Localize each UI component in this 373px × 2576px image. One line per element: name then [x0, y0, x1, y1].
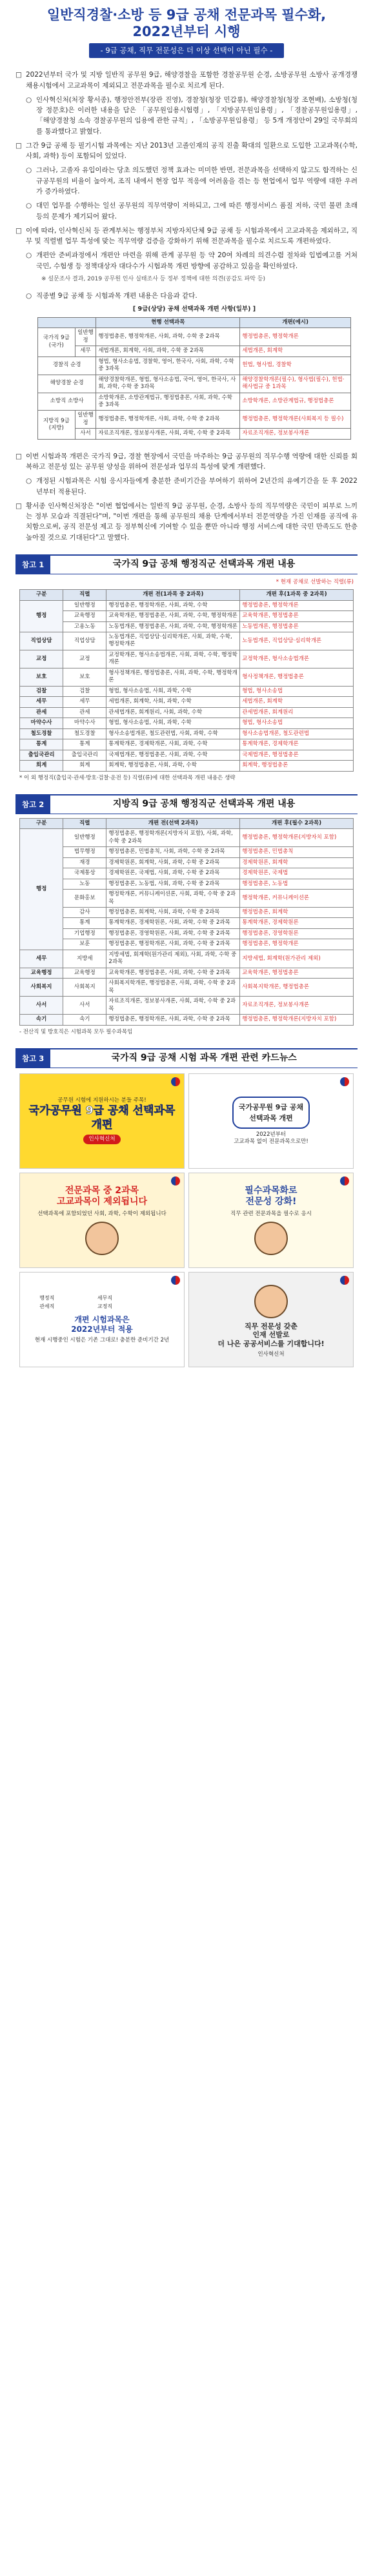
card-2-text: 국가공무원 9급 공채 선택과목 개편: [238, 1102, 304, 1122]
cell-series: 세무: [63, 697, 106, 707]
cell-group: 관세: [20, 707, 63, 717]
summary-cell-group: 해양경찰 순경: [38, 375, 96, 393]
cell-series: 법무행정: [63, 847, 106, 857]
summary-table-row: [38, 328, 351, 346]
summary-table-row: [38, 393, 351, 411]
intro-paragraph-2a: ○ 그러나, 고졸자 유입이라는 당초 의도했던 정책 효과는 미미한 반면, 전문과목을 선택하지 않고도 합격하는 신규공무원의 비율이 높아져, 조직 내에서 현장 업무 적응에 어려움을 겪는 등 현업에서 업무 역량에 대한 우려가 증가하였다.: [26, 166, 358, 195]
cell-before: 관세법개론, 회계원리, 사회, 과학, 수학: [106, 707, 240, 717]
cell-before: 행정법총론, 경영학원론, 사회, 과학, 수학 중 2과목: [106, 928, 240, 939]
survey-note: ※ 설문조사 결과, 2019 공무원 인사 실태조사 등 정부 정책에 대한 의견(공감도 파악 등): [41, 275, 266, 282]
card-2-small: 2022년부터 고교과목 없이 전문과목으로만!: [234, 1131, 308, 1145]
table-row: [20, 686, 354, 696]
circle-bullet-icon: ○: [26, 251, 32, 260]
square-bullet-icon: □: [15, 71, 22, 79]
reason-paragraph-2: □ 황서종 인사혁신처장은 "이번 협업에서는 일반직 9급 공무원, 순경, 소방사 등의 직무역량은 국민이 피부로 느끼는 정부 모습과 직결된다"며, "이번 개편을 통해 공무원의 채용 단계에서부터 전문역량을 가진 인재를 공직에 유치함으로써, 공직 전문성 제고 등 정부혁신에 기여할 수 있을 뿐만 아니라 행정 서비스에 대한 국민 만족도도 한층 높아질 것으로 기대된다"고 말했다.: [15, 502, 358, 542]
col-before: 개편 전(선택 2과목): [106, 818, 240, 828]
cell-after: 행정법총론, 회계학: [240, 907, 354, 917]
table-row: [20, 890, 354, 908]
table-row: [20, 697, 354, 707]
reference-1-tag: 참고 1: [15, 556, 50, 574]
summary-cell-group: 지방직 9급 (지방): [38, 411, 76, 439]
summary-cell-current: 해양경찰학개론, 형법, 형사소송법, 국어, 영어, 한국사, 사회, 과학, 수학 중 3과목: [96, 375, 240, 393]
circle-bullet-icon: ○: [26, 166, 32, 175]
intro-paragraph-2: □ 그간 9급 공채 등 필기시험 과목에는 지난 2013년 고졸인재의 공직 진출 확대의 일환으로 도입한 고교과목(수학, 사회, 과학) 등이 포함되어 있었다.: [15, 141, 358, 161]
table-row: [20, 632, 354, 650]
reference-1-footnote: * 이 외 행정직(출입국·관세·방호·검찰·운전 등) 직렬(류)에 대한 선택과목 개편 내용은 생략: [19, 774, 236, 781]
summary-cell-series: 세무: [75, 346, 96, 356]
summary-table-body: [38, 328, 351, 440]
cell-group: 사회복지: [20, 979, 63, 997]
cell-after: 회계학, 행정법총론: [240, 761, 354, 771]
square-bullet-icon: □: [15, 226, 22, 235]
cell-series: 통계: [63, 918, 106, 928]
col-series: 직렬: [63, 590, 106, 600]
table-row: [20, 968, 354, 978]
intro-paragraph-1a: ○ 인사혁신처(처장 황서종), 행정안전부(장관 진영), 경찰청(청장 민갑룡), 해양경찰청(청장 조현배), 소방청(청장 정문호)은 이러한 내용을 담은 「공무원임용시험령」, 「지방공무원임용령」, 「경찰공무원임용령」, 「해양경찰청 소속 경찰공무원의 임용에 관한 규칙」, 「소방공무원임용령」 등 5개 개정안이 29일 국무회의를 통과했다고 밝혔다.: [26, 95, 358, 135]
summary-header-new: 개편(예시): [240, 317, 351, 327]
cell-before: 사회복지학개론, 행정법총론, 사회, 과학, 수학 중 2과목: [106, 979, 240, 997]
table-row: [20, 611, 354, 621]
cell-before: 노동법개론, 행정법총론, 사회, 과학, 수학, 행정학개론: [106, 621, 240, 632]
cell-series: 사서: [63, 997, 106, 1015]
cell-after: 행정법총론, 민법총칙: [240, 847, 354, 857]
cell-series: 출입국관리: [63, 750, 106, 760]
cell-series: 속기: [63, 1015, 106, 1025]
reference-2-header: [15, 794, 358, 814]
cell-after: 교육학개론, 행정법총론: [240, 968, 354, 978]
card-1-pill: 인사혁신처: [83, 1135, 120, 1144]
cell-before: 행정학개론, 커뮤니케이션론, 사회, 과학, 수학 중 2과목: [106, 890, 240, 908]
cell-series: 보훈: [63, 939, 106, 950]
card-news-1: [19, 1073, 185, 1169]
cell-series: 감사: [63, 907, 106, 917]
table-row: [20, 650, 354, 668]
cell-before: 경제학원론, 회계학, 사회, 과학, 수학 중 2과목: [106, 857, 240, 868]
page-title-line2: 2022년부터 시행: [132, 24, 241, 40]
summary-cell-new: 행정법총론, 행정학개론: [240, 328, 351, 346]
cell-group: 회계: [20, 761, 63, 771]
summary-cell-new: 세법개론, 회계학: [240, 346, 351, 356]
government-logo-icon: [340, 1176, 349, 1186]
reference-1-header: [15, 554, 358, 574]
cell-before: 국제법개론, 행정법총론, 사회, 과학, 수학: [106, 750, 240, 760]
cell-after: 사회복지학개론, 행정법총론: [240, 979, 354, 997]
col-after: 개편 후(1과목 중 2과목): [240, 590, 354, 600]
reference-2-tag: 참고 2: [15, 795, 50, 814]
summary-cell-series: 일반행정: [75, 328, 96, 346]
cell-before: 행정법총론, 행정학개론(지방자치 포함), 사회, 과학, 수학 중 2과목: [106, 829, 240, 847]
table-row: [20, 879, 354, 889]
table-row: [20, 847, 354, 857]
cell-series: 고용노동: [63, 621, 106, 632]
cell-after: 행정학개론, 커뮤니케이션론: [240, 890, 354, 908]
cell-before: 지방세법, 회계학(원가관리 제외), 사회, 과학, 수학 중 2과목: [106, 950, 240, 968]
cell-series: 통계: [63, 739, 106, 750]
card-1-text: 국가공무원 9급 공채 선택과목 개편: [28, 1104, 176, 1131]
card-news-6: [188, 1272, 354, 1367]
cell-before: 행정법총론, 행정학개론, 사회, 과학, 수학 중 2과목: [106, 939, 240, 950]
cell-before: 경제학원론, 국제법, 사회, 과학, 수학 중 2과목: [106, 868, 240, 879]
reference-3-header: [15, 1048, 358, 1068]
table-row: [20, 928, 354, 939]
cell-series: 검찰: [63, 686, 106, 696]
card-3-text: 전문과목 중 2과목 고교과목이 제외됩니다: [56, 1185, 148, 1207]
cell-after: 경제학원론, 회계학: [240, 857, 354, 868]
card-news-grid: [19, 1073, 354, 1367]
summary-cell-new: 헌법, 형사법, 경찰학: [240, 356, 351, 375]
local-9th-table-body: [20, 829, 354, 1025]
summary-table-row: [38, 429, 351, 439]
card-3-small: 선택과목에 포함되었던 사회, 과학, 수학이 제외됩니다: [37, 1210, 166, 1217]
cell-series: 교육행정: [63, 968, 106, 978]
table-row: [20, 718, 354, 728]
table-row: [20, 739, 354, 750]
cell-after: 관세법개론, 회계원리: [240, 707, 354, 717]
cell-after: 행정법총론, 경영학원론: [240, 928, 354, 939]
cell-group: 세무: [20, 950, 63, 968]
cell-before: 행정법총론, 회계학, 사회, 과학, 수학 중 2과목: [106, 907, 240, 917]
table-row: [20, 600, 354, 610]
summary-cell-group: 국가직 9급 (국가): [38, 328, 76, 356]
summary-table-row: [38, 375, 351, 393]
summary-cell-current: 자료조직개론, 정보봉사개론, 사회, 과학, 수학 중 2과목: [96, 429, 240, 439]
card-4-small: 직무 관련 전문과목을 필수로 응시: [230, 1210, 312, 1217]
cell-after: 형사정책개론, 행정법총론: [240, 668, 354, 686]
table-row: [20, 979, 354, 997]
cell-after: 행정법총론, 노동법: [240, 879, 354, 889]
summary-cell-current: 형법, 형사소송법, 경찰학, 영어, 한국사, 사회, 과학, 수학 중 3과목: [96, 356, 240, 375]
intro-section: [15, 70, 358, 301]
cell-before: 교육학개론, 행정법총론, 사회, 과학, 수학, 행정학개론: [106, 611, 240, 621]
cell-before: 통계학개론, 경제학원론, 사회, 과학, 수학 중 2과목: [106, 918, 240, 928]
cell-series: 보호: [63, 668, 106, 686]
government-logo-icon: [340, 1276, 349, 1285]
table-row: [20, 950, 354, 968]
cell-after: 행정법총론, 행정학개론(지방자치 포함): [240, 829, 354, 847]
cell-series: 국제통상: [63, 868, 106, 879]
circle-bullet-icon: ○: [26, 477, 32, 485]
square-bullet-icon: □: [15, 141, 22, 150]
summary-cell-group: 소방직 소방사: [38, 393, 96, 411]
card-6-small: 인사혁신처: [257, 1351, 285, 1358]
table-row: [20, 997, 354, 1015]
cell-before: 노동법개론, 직업상담·심리학개론, 사회, 과학, 수학, 행정학개론: [106, 632, 240, 650]
cell-after: 노동법개론, 직업상담·심리학개론: [240, 632, 354, 650]
table-row: [20, 857, 354, 868]
cell-group: 마약수사: [20, 718, 63, 728]
cell-group: 보호: [20, 668, 63, 686]
cell-after: 지방세법, 회계학(원가관리 제외): [240, 950, 354, 968]
summary-table: [37, 317, 351, 440]
cell-series: 사회복지: [63, 979, 106, 997]
cell-series: 철도경찰: [63, 728, 106, 739]
cell-before: 통계학개론, 경제학개론, 사회, 과학, 수학: [106, 739, 240, 750]
table-row: [20, 750, 354, 760]
cell-group: 직업상담: [20, 632, 63, 650]
col-after: 개편 후(필수 2과목): [240, 818, 354, 828]
circle-bullet-icon: ○: [26, 291, 32, 300]
reference-2-title: 지방직 9급 공채 행정직군 선택과목 개편 내용: [112, 798, 296, 809]
square-bullet-icon: □: [15, 452, 22, 460]
intro-paragraph-3: □ 이에 따라, 인사혁신처 등 관계부처는 행정부처 지방자치단체 9급 공채 등 시험과목에서 고교과목을 제외하고, 직무 및 직렬별 업무 특성에 맞는 직무역량 검증을 강화하기 위해 전문과목을 필수로 치르도록 개편하였다.: [15, 226, 358, 246]
government-logo-icon: [171, 1276, 180, 1285]
table-row: [20, 918, 354, 928]
summary-table-row: [38, 346, 351, 356]
cell-before: 행정법총론, 노동법, 사회, 과학, 수학 중 2과목: [106, 879, 240, 889]
col-group: 구분: [20, 818, 63, 828]
cell-series: 지방세: [63, 950, 106, 968]
summary-cell-new: 해양경찰학개론(필수), 형사법(필수), 헌법·해사법규 중 1과목: [240, 375, 351, 393]
col-before: 개편 전(1과목 중 2과목): [106, 590, 240, 600]
table-row: [20, 761, 354, 771]
cell-group: 행정: [20, 829, 63, 950]
cell-series: 기업행정: [63, 928, 106, 939]
cell-series: 직업상담: [63, 632, 106, 650]
summary-cell-current: 행정법총론, 행정학개론, 사회, 과학, 수학 중 2과목: [96, 411, 240, 429]
cell-after: 국제법개론, 행정법총론: [240, 750, 354, 760]
card-6-text: 직무 전문성 갖춘 인재 선발로 더 나은 공공서비스를 기대합니다!: [217, 1322, 325, 1349]
national-9th-table: [19, 589, 354, 771]
summary-cell-new: 자료조직개론, 정보봉사개론: [240, 429, 351, 439]
table-row: [20, 907, 354, 917]
cell-after: 형사소송법개론, 철도관련법: [240, 728, 354, 739]
table-row: [20, 1015, 354, 1025]
table-row: [20, 728, 354, 739]
cell-before: 교육학개론, 행정법총론, 사회, 과학, 수학 중 2과목: [106, 968, 240, 978]
summary-header-current: 현행 선택과목: [96, 317, 240, 327]
table-row: [20, 621, 354, 632]
cell-after: 행정법총론, 행정학개론: [240, 600, 354, 610]
cell-before: 행정법총론, 민법총칙, 사회, 과학, 수학 중 2과목: [106, 847, 240, 857]
summary-cell-new: 소방학개론, 소방관계법규, 행정법총론: [240, 393, 351, 411]
cell-series: 회계: [63, 761, 106, 771]
cell-group: 검찰: [20, 686, 63, 696]
circle-bullet-icon: ○: [26, 202, 32, 210]
cell-before: 회계학, 행정법총론, 사회, 과학, 수학: [106, 761, 240, 771]
cell-series: 교정: [63, 650, 106, 668]
press-release-page: [0, 6, 373, 1367]
summary-cell-group: 경찰직 순경: [38, 356, 96, 375]
subject-change-summary: [37, 305, 351, 440]
summary-cell-series: 일반행정: [75, 411, 96, 429]
cell-series: 교육행정: [63, 611, 106, 621]
table-row: [20, 868, 354, 879]
cell-before: 세법개론, 회계학, 사회, 과학, 수학: [106, 697, 240, 707]
reference-2-table-wrap: [19, 818, 354, 1026]
person-illustration-icon: [85, 1222, 119, 1255]
intro-paragraph-1: □ 2022년부터 국가 및 지방 일반직 공무원 9급, 해양경찰을 포함한 경찰공무원 순경, 소방공무원 소방사 공개경쟁채용시험에서 고교과목이 제외되고 전문과목을 필수로 치르게 된다.: [15, 71, 358, 90]
government-logo-icon: [340, 1077, 349, 1086]
page-subtitle: - 9급 공채, 직무 전문성은 더 이상 선택이 아닌 필수 -: [89, 43, 285, 59]
cell-group: 교정: [20, 650, 63, 668]
summary-cell-current: 소방학개론, 소방관계법규, 행정법총론, 사회, 과학, 수학 중 3과목: [96, 393, 240, 411]
card-4-text: 필수과목화로 전문성 강화!: [245, 1185, 297, 1207]
table-row: [20, 939, 354, 950]
summary-cell-current: 세법개론, 회계학, 사회, 과학, 수학 중 2과목: [96, 346, 240, 356]
cell-before: 행정법총론, 행정학개론, 사회, 과학, 수학: [106, 600, 240, 610]
cell-before: 자료조직개론, 정보봉사개론, 사회, 과학, 수학 중 2과목: [106, 997, 240, 1015]
table-row: [20, 668, 354, 686]
cell-after: 통계학개론, 경제학개론: [240, 739, 354, 750]
reason-paragraph-1: □ 이번 시험과목 개편은 국가직 9급, 경찰 현장에서 국민을 마주하는 9급 공무원의 직무수행 역량에 대한 신뢰를 회복하고 전문성 있는 공무원 양성을 위하여 전문성과 업무의 특성에 맞게 개편했다.: [15, 452, 358, 471]
reason-section: [15, 451, 358, 543]
cell-group: 출입국관리: [20, 750, 63, 760]
cell-series: 일반행정: [63, 829, 106, 847]
page-title-line1: 일반직경찰·소방 등 9급 공채 전문과목 필수화,: [46, 7, 327, 23]
circle-bullet-icon: ○: [26, 95, 32, 104]
cell-series: 문화홍보: [63, 890, 106, 908]
cell-series: 일반행정: [63, 600, 106, 610]
cell-after: 형법, 형사소송법: [240, 686, 354, 696]
intro-paragraph-3b: ○ 직종별 9급 공채 등 시험과목 개편 내용은 다음과 같다.: [15, 291, 358, 301]
intro-paragraph-3a: ○ 개편안 준비과정에서 개편안 마련을 위해 관계 공무원 등 약 20여 차례의 의견수렴 절차와 입법예고를 거쳐 국민, 수험생 등 정책대상자 대다수가 시험과목 개편 방향에 공감하고 있음을 확인하였다.: [26, 251, 358, 270]
summary-cell-current: 행정법총론, 행정학개론, 사회, 과학, 수학 중 2과목: [96, 328, 240, 346]
intro-paragraph-2b: ○ 대민 업무를 수행하는 일선 공무원의 직무역량이 저하되고, 그에 따른 행정서비스 품질 저하, 국민 불편 초래 등의 문제가 제기되어 왔다.: [26, 202, 358, 220]
cell-after: 행정법총론, 행정학개론(지방자치 포함): [240, 1015, 354, 1025]
card-5-text: 개편 시험과목은 2022년부터 적용: [71, 1315, 133, 1334]
cell-after: 교정학개론, 형사소송법개론: [240, 650, 354, 668]
cell-after: 행정법총론, 행정학개론: [240, 939, 354, 950]
cell-after: 통계학개론, 경제학원론: [240, 918, 354, 928]
cell-group: 속기: [20, 1015, 63, 1025]
card-2-speech: [232, 1097, 310, 1129]
cell-after: 노동법개론, 행정법총론: [240, 621, 354, 632]
press-header: [13, 6, 360, 58]
national-9th-table-body: [20, 600, 354, 771]
summary-header-blank: [38, 317, 96, 327]
card-news-2: [188, 1073, 354, 1169]
government-logo-icon: [171, 1077, 180, 1086]
card-5-small: 현재 시행중인 시험은 기존 그대로! 충분한 준비기간 2년: [34, 1337, 170, 1344]
card-5-fields: 행정직 세무직 관세직 교정직: [39, 1295, 113, 1310]
cell-group: 통계: [20, 739, 63, 750]
cell-before: 형사소송법개론, 철도관련법, 사회, 과학, 수학: [106, 728, 240, 739]
cell-group: 사서: [20, 997, 63, 1015]
cell-after: 교육학개론, 행정법총론: [240, 611, 354, 621]
person-illustration-icon: [254, 1222, 288, 1255]
reason-paragraph-1a: ○ 개정된 시험과목은 시험 응시자들에게 충분한 준비기간을 부여하기 위하여 2년간의 유예기간을 둔 후 2022년부터 적용된다.: [26, 477, 358, 496]
cell-before: 형법, 형사소송법, 사회, 과학, 수학: [106, 686, 240, 696]
reference-1-note: * 현재 공채로 선발하는 직렬(류): [276, 578, 354, 585]
card-news-4: [188, 1173, 354, 1268]
col-series: 직렬: [63, 818, 106, 828]
cell-series: 재경: [63, 857, 106, 868]
summary-cell-new: 행정법총론, 행정학개론(사회복지 등 필수): [240, 411, 351, 429]
cell-before: 형법, 형사소송법, 사회, 과학, 수학: [106, 718, 240, 728]
cell-group: 교육행정: [20, 968, 63, 978]
cell-before: 교정학개론, 형사소송법개론, 사회, 과학, 수학, 행정학개론: [106, 650, 240, 668]
reference-1-table-wrap: [19, 589, 354, 771]
reference-1-title: 국가직 9급 공채 행정직군 선택과목 개편 내용: [112, 559, 296, 570]
cell-before: 행정법총론, 행정학개론, 사회, 과학, 수학 중 2과목: [106, 1015, 240, 1025]
card-news-3: [19, 1173, 185, 1268]
reference-3-tag: 참고 3: [15, 1049, 50, 1068]
local-9th-table: [19, 818, 354, 1026]
cell-after: 자료조직개론, 정보봉사개론: [240, 997, 354, 1015]
cell-after: 경제학원론, 국제법: [240, 868, 354, 879]
table-row: [20, 829, 354, 847]
summary-table-row: [38, 411, 351, 429]
cell-series: 노동: [63, 879, 106, 889]
cell-series: 마약수사: [63, 718, 106, 728]
card-1-small: 공무원 시험에 지원하시는 분들 주목!: [57, 1097, 146, 1104]
summary-table-row: [38, 356, 351, 375]
table-row: [20, 707, 354, 717]
summary-cell-series: 사서: [75, 429, 96, 439]
cell-series: 관세: [63, 707, 106, 717]
person-illustration-icon: [254, 1285, 288, 1318]
reference-3-title: 국가직 9급 공채 시험 과목 개편 관련 카드뉴스: [111, 1052, 297, 1063]
reference-2-footnote: - 전산직 및 방호직은 시험과목 모두 필수과목임: [19, 1028, 133, 1035]
cell-after: 세법개론, 회계학: [240, 697, 354, 707]
cell-group: 철도경찰: [20, 728, 63, 739]
government-logo-icon: [171, 1176, 180, 1186]
square-bullet-icon: □: [15, 502, 22, 510]
cell-after: 형법, 형사소송법: [240, 718, 354, 728]
cell-before: 형사정책개론, 행정법총론, 사회, 과학, 수학, 행정학개론: [106, 668, 240, 686]
cell-group: 행정: [20, 600, 63, 632]
summary-table-caption: [ 9급(상당) 공채 선택과목 개편 사항(일부) ]: [132, 306, 256, 313]
col-group: 구분: [20, 590, 63, 600]
card-news-5: [19, 1272, 185, 1367]
cell-group: 세무: [20, 697, 63, 707]
